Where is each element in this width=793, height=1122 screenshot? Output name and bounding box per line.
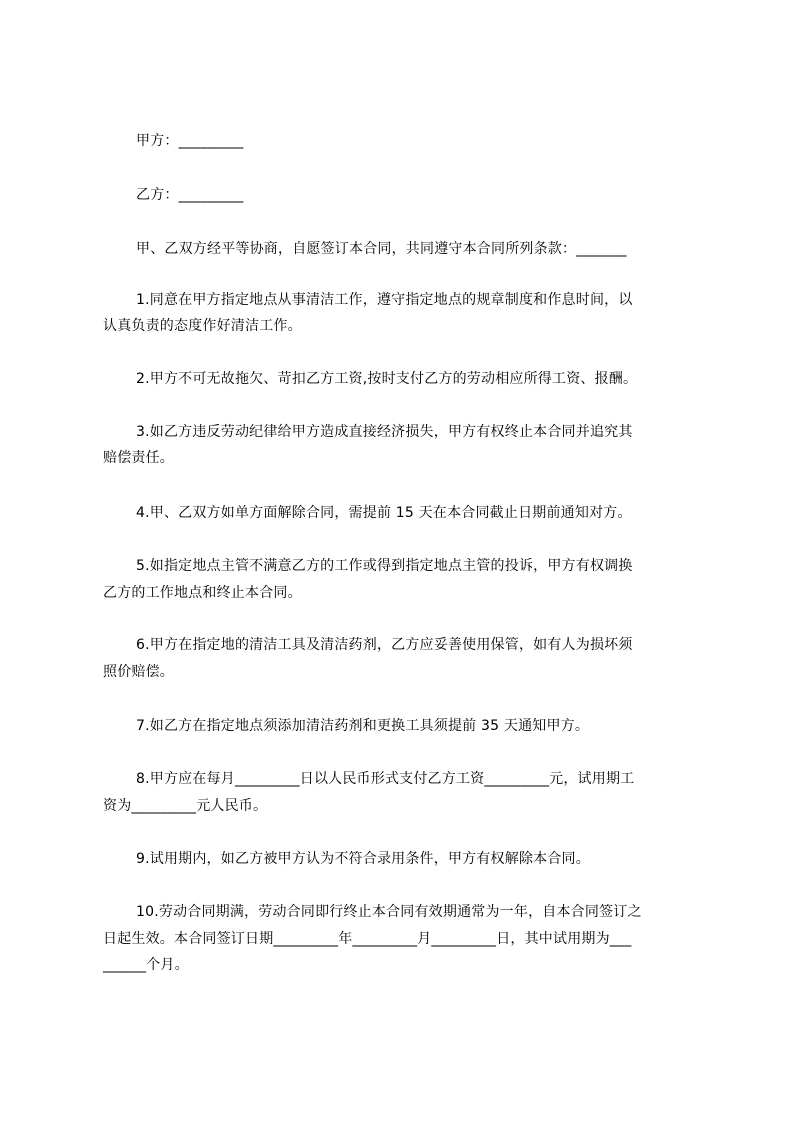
clause-5-line-2: 乙方的工作地点和终止本合同。 [103,585,302,601]
clause-8-line-2: 资为_________元人民币。 [103,798,268,814]
clause-10-line-2: 日起生效。本合同签订日期_________年_________月_________日，其中试用期为___ [103,931,632,947]
clause-7: 7.如乙方在指定地点须添加清洁药剂和更换工具须提前 35 天通知甲方。 [136,718,590,734]
clause-6-line-1: 6.甲方在指定地的清洁工具及清洁药剂，乙方应妥善使用保管，如有人为损坏须 [136,637,633,653]
party-b-line: 乙方：_________ [136,187,244,203]
clause-10-line-3: ______个月。 [103,957,189,973]
clause-10-line-1: 10.劳动合同期满，劳动合同即行终止本合同有效期通常为一年，自本合同签订之 [136,904,642,920]
party-a-line: 甲方：_________ [136,133,244,149]
clause-6-line-2: 照价赔偿。 [103,664,174,680]
clause-1-line-1: 1.同意在甲方指定地点从事清洁工作，遵守指定地点的规章制度和作息时间，以 [136,292,633,308]
clause-3-line-2: 赔偿责任。 [103,450,174,466]
intro-paragraph: 甲、乙双方经平等协商，自愿签订本合同，共同遵守本合同所列条款：_______ [136,241,627,257]
clause-3-line-1: 3.如乙方违反劳动纪律给甲方造成直接经济损失，甲方有权终止本合同并追究其 [136,424,633,440]
clause-8-line-1: 8.甲方应在每月_________日以人民币形式支付乙方工资_________元，试用期工 [136,771,635,787]
clause-2: 2.甲方不可无故拖欠、苛扣乙方工资,按时支付乙方的劳动相应所得工资、报酬。 [136,371,638,387]
clause-4: 4.甲、乙双方如单方面解除合同，需提前 15 天在本合同截止日期前通知对方。 [136,505,632,521]
clause-1-line-2: 认真负责的态度作好清洁工作。 [103,318,302,334]
clause-5-line-1: 5.如指定地点主管不满意乙方的工作或得到指定地点主管的投诉，甲方有权调换 [136,558,633,574]
clause-9: 9.试用期内，如乙方被甲方认为不符合录用条件，甲方有权解除本合同。 [136,851,590,867]
